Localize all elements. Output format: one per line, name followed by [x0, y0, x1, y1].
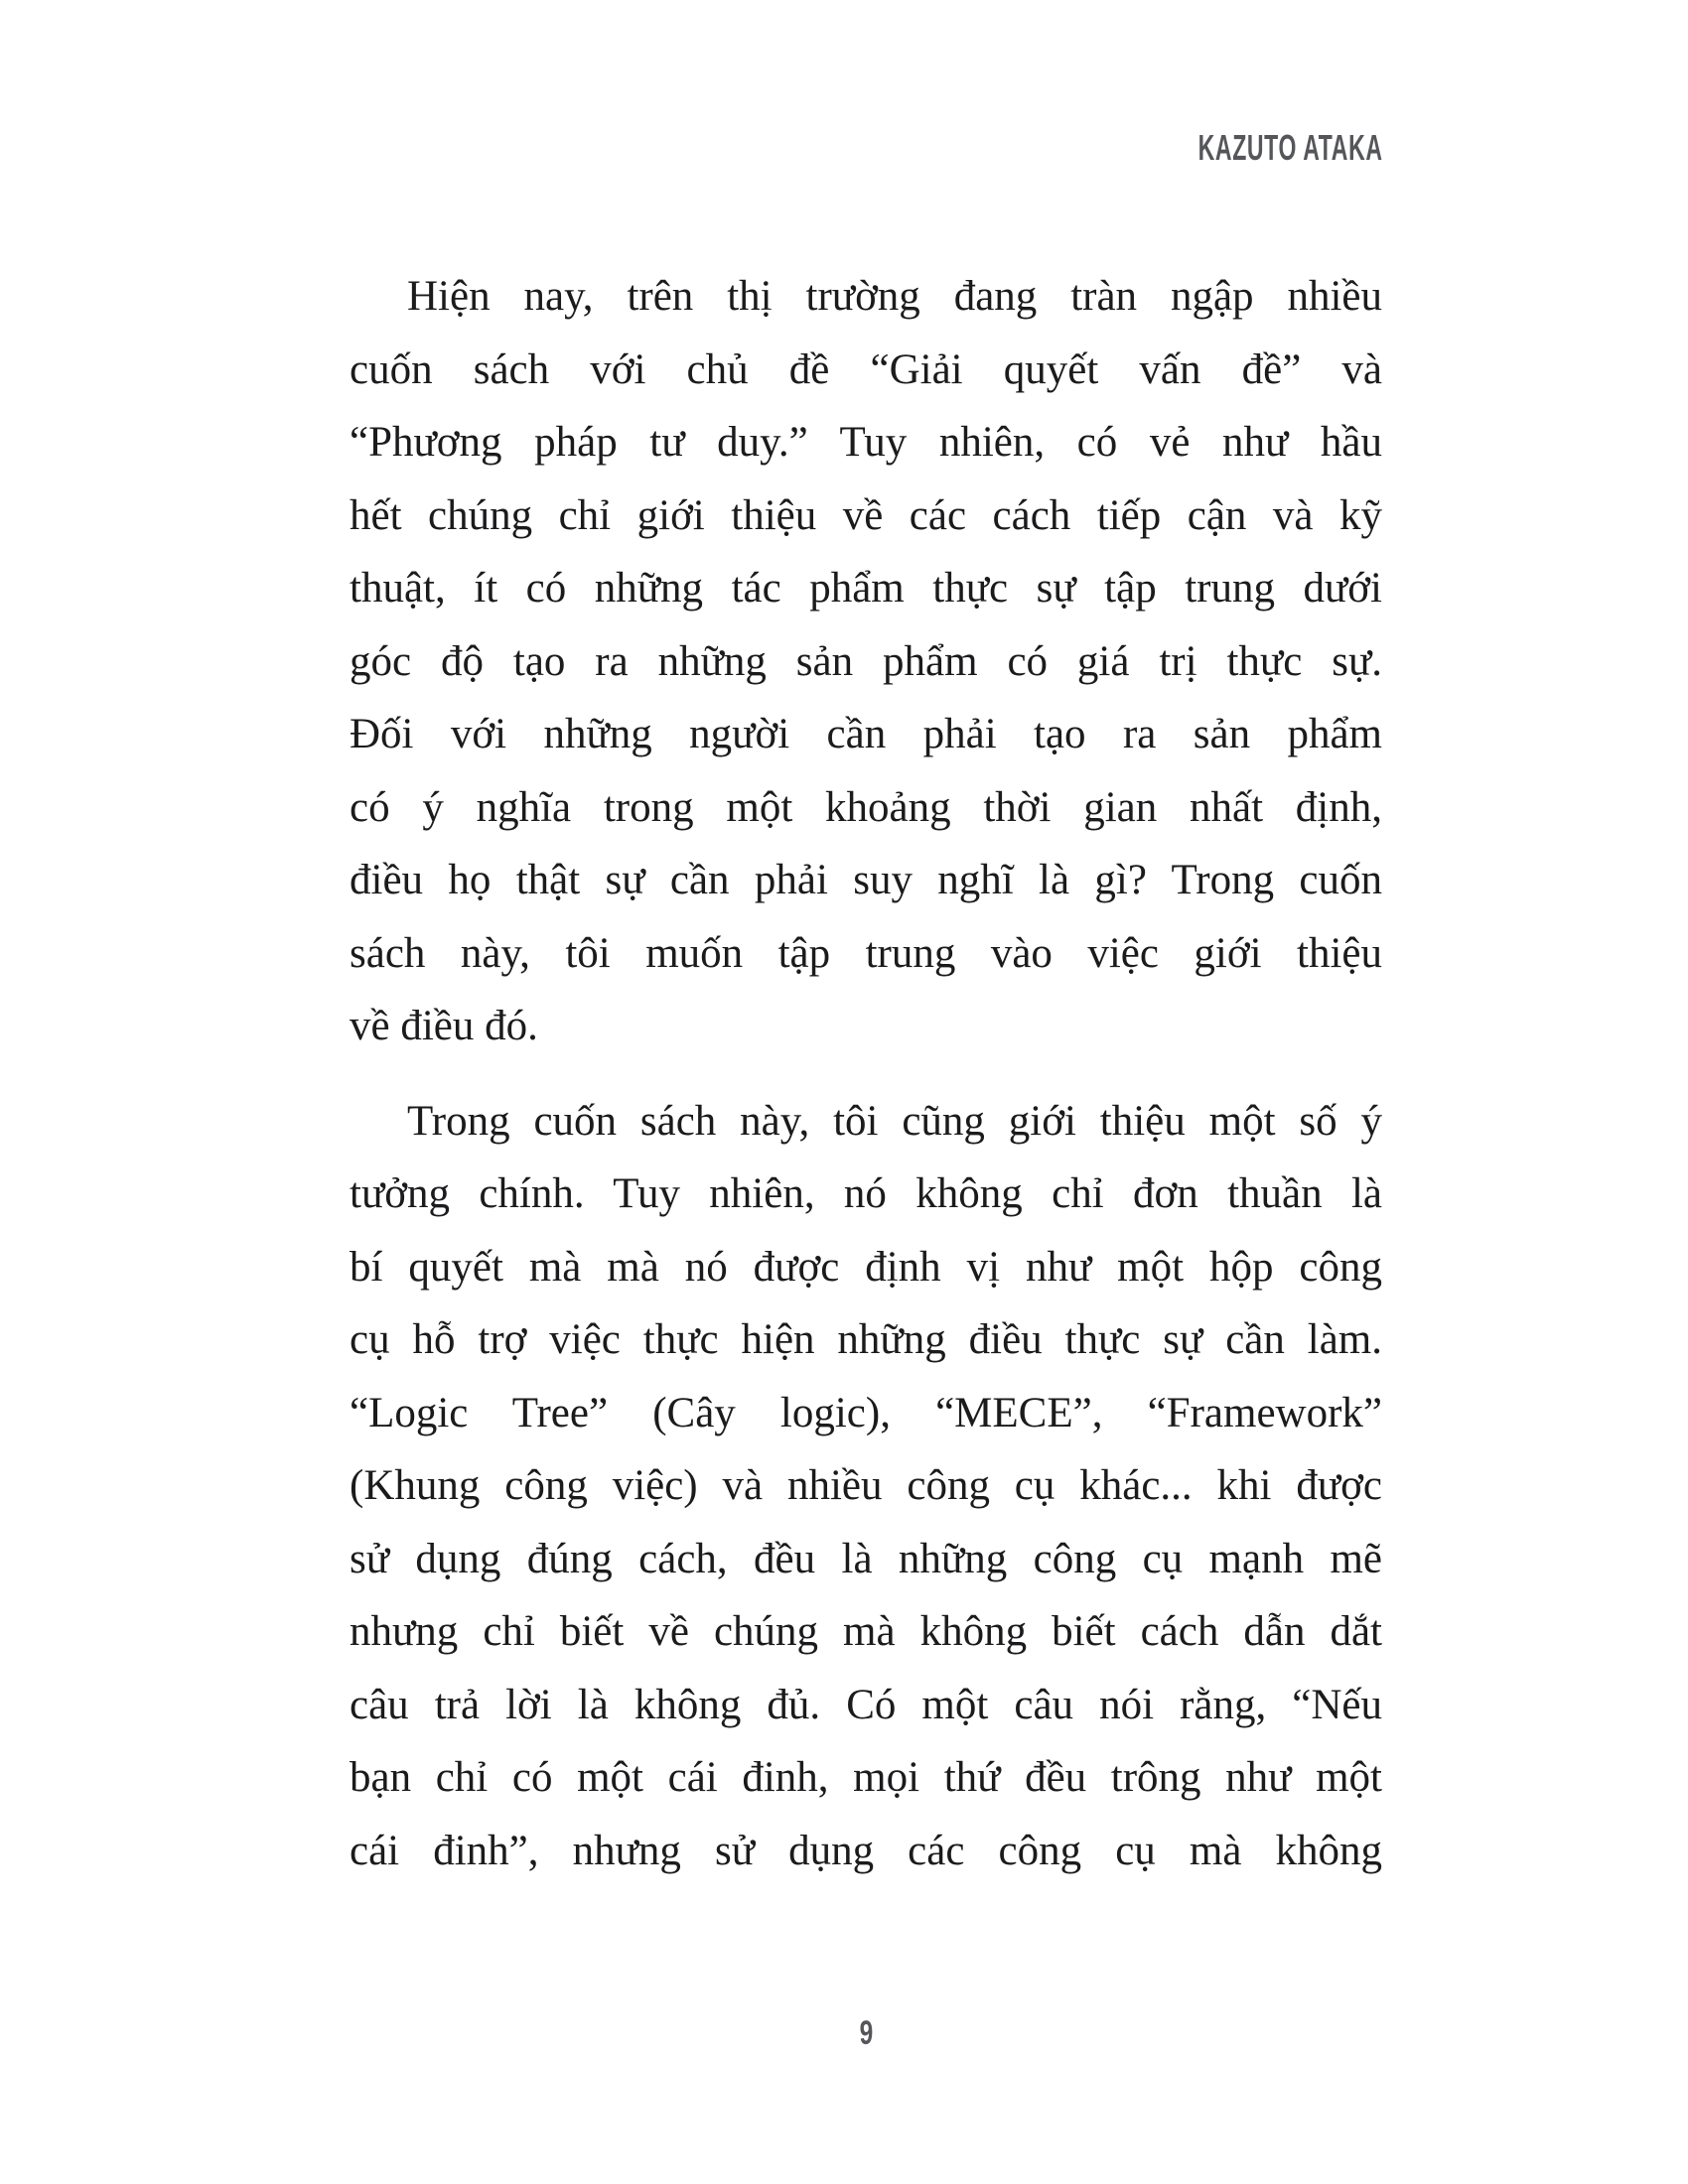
text-line: cuốn sách với chủ đề “Giải quyết vấn đề” và [350, 345, 1382, 393]
page-number-value: 9 [859, 2014, 873, 2052]
text-line: bạn chỉ có một cái đinh, mọi thứ đều trông như một [350, 1754, 1382, 1801]
text-line: cụ hỗ trợ việc thực hiện những điều thực sự cần làm. [350, 1316, 1382, 1363]
text-line: sách này, tôi muốn tập trung vào việc giới thiệu [350, 929, 1382, 977]
text-line: (Khung công việc) và nhiều công cụ khác... khi được [350, 1462, 1382, 1509]
text-line: có ý nghĩa trong một khoảng thời gian nhất định, [350, 783, 1382, 831]
text-line: thuật, ít có những tác phẩm thực sự tập trung dưới [350, 565, 1382, 612]
text-line: tưởng chính. Tuy nhiên, nó không chỉ đơn thuần là [350, 1170, 1382, 1217]
text-line: câu trả lời là không đủ. Có một câu nói rằng, “Nếu [350, 1681, 1382, 1728]
paragraph-1 [350, 260, 1382, 1063]
text-line: nhưng chỉ biết về chúng mà không biết cách dẫn dắt [350, 1608, 1382, 1655]
text-line: góc độ tạo ra những sản phẩm có giá trị thực sự. [350, 637, 1382, 685]
text-line: Trong cuốn sách này, tôi cũng giới thiệu một số ý [407, 1097, 1382, 1145]
text-line: cái đinh”, nhưng sử dụng các công cụ mà không [350, 1827, 1382, 1874]
body-text [350, 260, 1382, 1887]
text-line: về điều đó. [350, 1003, 538, 1049]
text-line: bí quyết mà mà nó được định vị như một hộp công [350, 1243, 1382, 1291]
text-line: Hiện nay, trên thị trường đang tràn ngập nhiều [407, 273, 1382, 320]
paragraph-2 [350, 1085, 1382, 1888]
text-line: hết chúng chỉ giới thiệu về các cách tiếp cận và kỹ [350, 491, 1382, 539]
text-line: “Logic Tree” (Cây logic), “MECE”, “Framework” [350, 1389, 1382, 1436]
text-line: Đối với những người cần phải tạo ra sản phẩm [350, 711, 1382, 757]
text-line: “Phương pháp tư duy.” Tuy nhiên, có vẻ như hầu [350, 419, 1382, 466]
text-line: điều họ thật sự cần phải suy nghĩ là gì? Trong cuốn [350, 857, 1382, 903]
page-number [350, 2016, 1382, 2050]
running-head-author: KAZUTO ATAKA [1197, 127, 1383, 168]
text-line: sử dụng đúng cách, đều là những công cụ mạnh mẽ [350, 1535, 1382, 1582]
